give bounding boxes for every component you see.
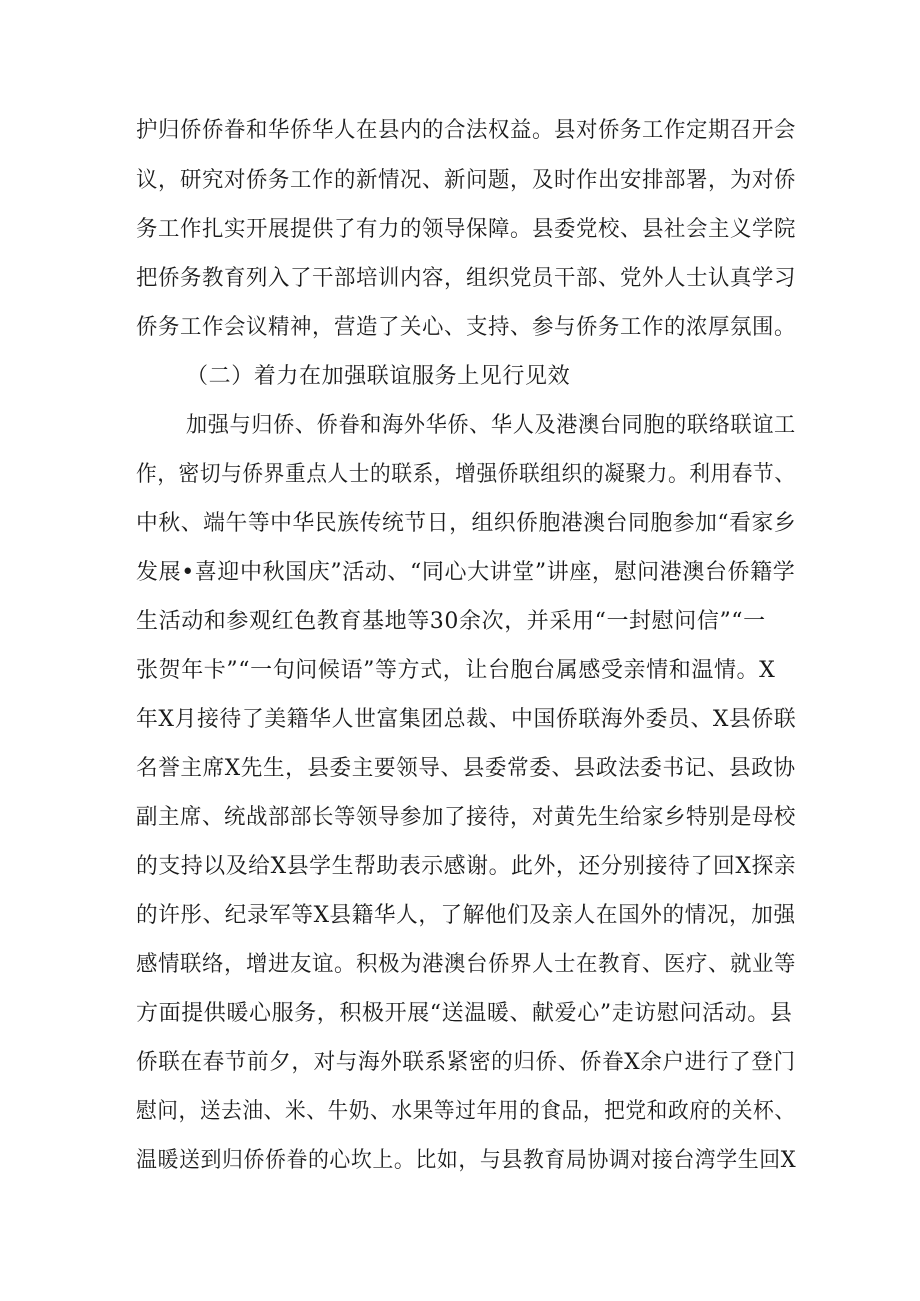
paragraph-2-line-16: 温暖送到归侨侨眷的心坎上。比如，与县教育局协调对接台湾学生回X bbox=[136, 1148, 797, 1173]
paragraph-2-line-10: 的支持以及给X县学生帮助表示感谢。此外，还分别接待了回X探亲 bbox=[136, 854, 797, 879]
paragraph-2-line-14: 侨联在春节前夕，对与海外联系紧密的归侨、侨眷X余户进行了登门 bbox=[136, 1050, 796, 1075]
paragraph-1-line-4: 把侨务教育列入了干部培训内容，组织党员干部、党外人士认真学习 bbox=[136, 266, 797, 291]
paragraph-2-line-9: 副主席、统战部部长等领导参加了接待，对黄先生给家乡特别是母校 bbox=[136, 805, 797, 830]
paragraph-2-line-1: 加强与归侨、侨眷和海外华侨、华人及港澳台同胞的联络联谊工 bbox=[186, 413, 796, 438]
paragraph-1-line-5: 侨务工作会议精神，营造了关心、支持、参与侨务工作的浓厚氛围。 bbox=[136, 315, 797, 340]
paragraph-1-line-1: 护归侨侨眷和华侨华人在县内的合法权益。县对侨务工作定期召开会 bbox=[136, 118, 797, 143]
paragraph-2-line-2: 作，密切与侨界重点人士的联系，增强侨联组织的凝聚力。利用春节、 bbox=[136, 462, 796, 487]
paragraph-2-line-13: 方面提供暖心服务，积极开展“送温暖、献爱心”走访慰问活动。县 bbox=[136, 1001, 793, 1026]
paragraph-2-line-5: 生活动和参观红色教育基地等30余次，并采用“一封慰问信”“一 bbox=[136, 609, 766, 634]
paragraph-2-line-11: 的许彤、纪录军等X县籍华人，了解他们及亲人在国外的情况，加强 bbox=[136, 903, 796, 928]
paragraph-1-line-2: 议，研究对侨务工作的新情况、新问题，及时作出安排部署，为对侨 bbox=[136, 168, 797, 193]
paragraph-2-line-8: 名誉主席X先生，县委主要领导、县委常委、县政法委书记、县政协 bbox=[136, 756, 796, 781]
paragraph-2-line-12: 感情联络，增进友谊。积极为港澳台侨界人士在教育、医疗、就业等 bbox=[136, 952, 797, 977]
paragraph-2-line-7: 年X月接待了美籍华人世富集团总裁、中国侨联海外委员、X县侨联 bbox=[136, 707, 797, 732]
paragraph-2-line-6: 张贺年卡”“一句问候语”等方式，让台胞台属感受亲情和温情。X bbox=[136, 658, 776, 683]
paragraph-2-line-15: 慰问，送去油、米、牛奶、水果等过年用的食品，把党和政府的关杯、 bbox=[136, 1099, 796, 1124]
paragraph-2-line-4: 发展•喜迎中秋国庆”活动、“同心大讲堂”讲座，慰问港澳台侨籍学 bbox=[136, 560, 796, 585]
paragraph-2-line-3: 中秋、端午等中华民族传统节日，组织侨胞港澳台同胞参加“看家乡 bbox=[136, 511, 797, 536]
paragraph-1-line-3: 务工作扎实开展提供了有力的领导保障。县委党校、县社会主义学院 bbox=[136, 217, 797, 242]
section-heading: （二）着力在加强联谊服务上见行见效 bbox=[186, 364, 571, 389]
